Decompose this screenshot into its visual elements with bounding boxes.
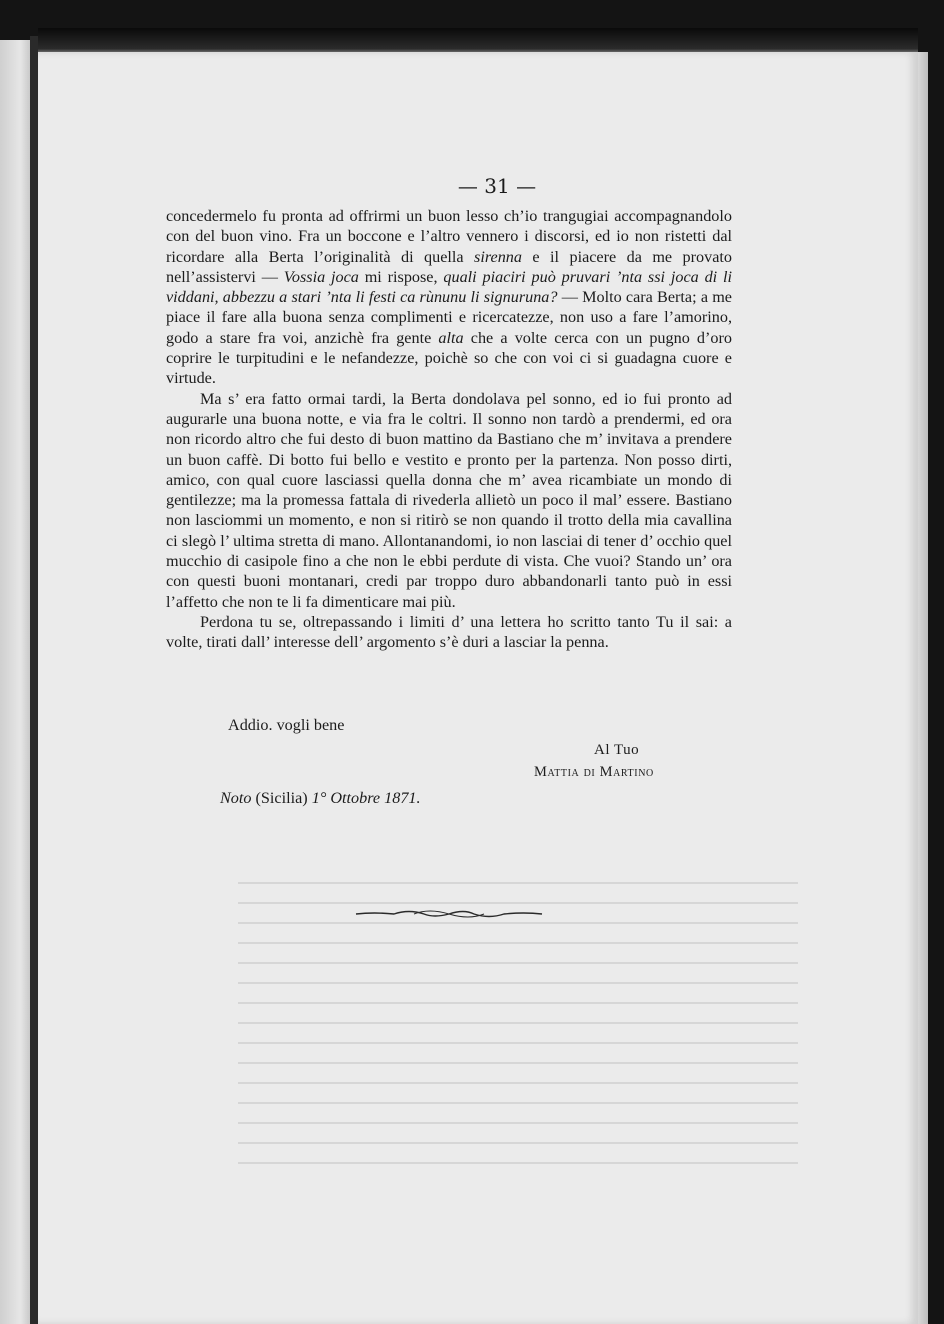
paragraph — [166, 389, 732, 612]
text-run: — Molto cara Berta; a me piace il fare alla buona senza complimenti e ricercatezze, non uso a fare l’amorino, godo a stare fra voi, anzichè fra gente — [166, 288, 732, 347]
italic-phrase: Vossia joca — [283, 267, 359, 286]
text-run: Ma s’ era fatto ormai tardi, la Berta dondolava pel sonno, ed io fui pronto ad augurarle una buona notte, e via fra le coltri. Il sonno non tardò a prendermi, ed ora non ricordo altro che fui desto di buon mattino da Bastiano che m’ invitava a prendere un buon caffè. Di botto fui bello e vestito e pronto per la partenza. Non posso dirti, amico, con qual cuore lasciassi quella donna che m’ avea ricambiate un mondo di gentilezze; ma la promessa fattala di rivederla allietò un poco il mal’ essere. Bastiano non lasciommi un momento, e non si ritirò se non quando il trotto della mia cavallina ci slegò l’ ultima stretta di mano. Allontanandomi, io non lasciai di tener d’ occhio quel mucchio di casipole fino a che non le ebbi perdute di vista. Che vuoi? Stando un’ ora con questi buoni montanari, credi par troppo duro abbandonarli tanto può in essi l’affetto che non te li fa dimenticare mai più. — [166, 389, 732, 611]
text-run: mi rispose, — [358, 267, 444, 286]
dateline-region: (Sicilia) — [251, 789, 312, 807]
book-gutter — [30, 36, 38, 1324]
closing-farewell: Addio. vogli bene — [228, 716, 345, 734]
body-text — [166, 206, 732, 653]
text-run: concedermelo fu pronta ad offrirmi un buon lesso ch’io trangugiai accompagnandolo con del buon vino. Fra un boccone e l’altro vennero i discorsi, ed io non ristetti dal ricordare alla Berta l’originalità di quella — [166, 207, 732, 266]
italic-phrase: alta — [438, 328, 464, 347]
text-run: e il piacere da me provato nell’assistervi — — [166, 247, 733, 286]
previous-page-edge — [0, 40, 34, 1324]
text-run: Perdona tu se, oltrepassando i limiti d’ una lettera ho scritto tanto Tu il sai: a volte, tirati dall’ interesse dell’ argomento s’è duri a lasciar la penna. — [166, 612, 732, 652]
page-right-edge — [918, 52, 928, 1324]
closing-al-tuo: Al Tuo — [594, 742, 640, 758]
text-run: che a volte cerca con un pugno d’oro coprire le turpitudini e le nefandezze, poichè so che con voi ci si guadagna cuore e virtude. — [166, 328, 732, 388]
page-number: — 31 — — [457, 174, 537, 198]
paragraph — [166, 206, 732, 389]
italic-phrase: quali piaciri può pruvari ’nta ssi joca di li viddani, abbezzu a stari ’nta li festi ca rùnunu li signuruna? — [166, 267, 732, 307]
scan-top-shadow — [38, 28, 918, 54]
italic-phrase: sirenna — [474, 247, 522, 266]
author-signature: Mattia di Martino — [534, 764, 654, 780]
paragraph — [166, 612, 732, 653]
dateline — [220, 789, 421, 808]
end-ornament-icon — [354, 906, 544, 922]
dateline-date: 1° Ottobre 1871. — [311, 789, 421, 807]
dateline-place: Noto — [220, 789, 252, 807]
